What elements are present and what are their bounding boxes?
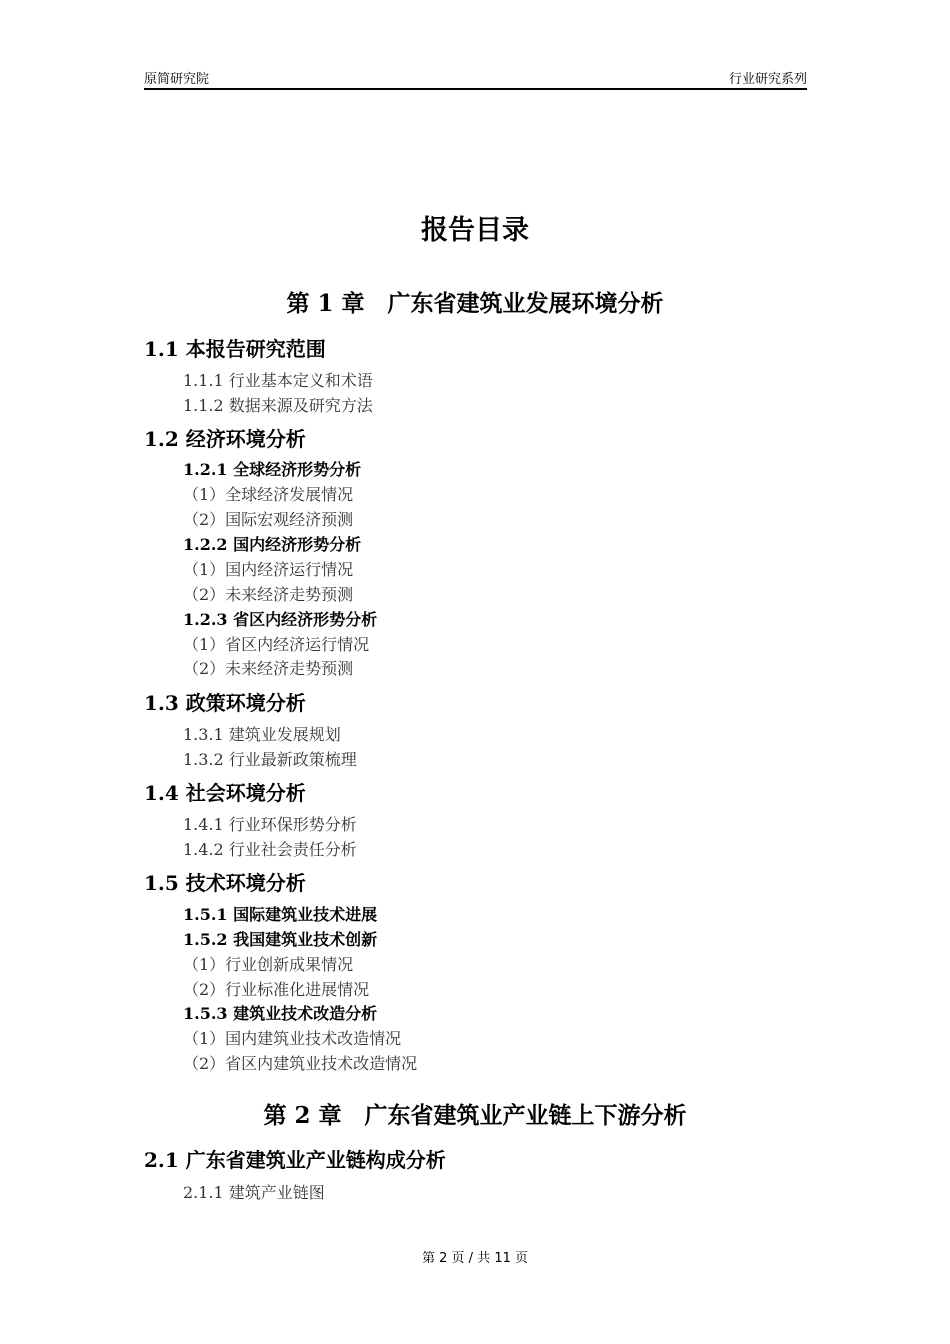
toc-item: （1）全球经济发展情况 [183,485,354,504]
chapter-1-heading: 第 1 章 广东省建筑业发展环境分析 [286,290,664,317]
toc-item: （1）国内建筑业技术改造情况 [183,1029,402,1048]
toc-subsection: 1.1.2 数据来源及研究方法 [183,396,373,415]
header-series: 行业研究系列 [728,72,807,87]
toc-subsection: 2.1.1 建筑产业链图 [183,1183,325,1202]
toc-subsection: 1.5.3 建筑业技术改造分析 [183,1004,378,1023]
toc-subsection: 1.5.2 我国建筑业技术创新 [183,930,378,949]
toc-subsection: 1.5.1 国际建筑业技术进展 [183,905,378,924]
toc-item: （2）未来经济走势预测 [183,659,354,678]
toc-subsection: 1.2.1 全球经济形势分析 [183,460,362,479]
chapter-2-heading: 第 2 章 广东省建筑业产业链上下游分析 [263,1102,687,1129]
page-title: 报告目录 [421,215,529,246]
toc-subsection: 1.2.2 国内经济形势分析 [183,535,362,554]
page-number: 第 2 页 / 共 11 页 [422,1251,528,1266]
toc-subsection: 1.4.2 行业社会责任分析 [183,840,357,859]
toc-subsection: 1.3.2 行业最新政策梳理 [183,750,357,769]
toc-item: （2）未来经济走势预测 [183,585,354,604]
toc-section: 1.4 社会环境分析 [144,781,306,805]
toc-item: （1）行业创新成果情况 [183,955,354,974]
toc-subsection: 1.1.1 行业基本定义和术语 [183,371,373,390]
toc-item: （1）国内经济运行情况 [183,560,354,579]
toc-item: （1）省区内经济运行情况 [183,635,370,654]
header-publisher: 原简研究院 [144,72,210,87]
toc-item: （2）国际宏观经济预测 [183,510,354,529]
toc-section: 2.1 广东省建筑业产业链构成分析 [144,1148,446,1172]
toc-item: （2）省区内建筑业技术改造情况 [183,1054,418,1073]
toc-section: 1.3 政策环境分析 [144,691,306,715]
toc-item: （2）行业标准化进展情况 [183,980,370,999]
page-header [144,68,807,90]
toc-subsection: 1.4.1 行业环保形势分析 [183,815,357,834]
toc-subsection: 1.3.1 建筑业发展规划 [183,725,341,744]
toc-subsection: 1.2.3 省区内经济形势分析 [183,610,378,629]
toc-section: 1.1 本报告研究范围 [144,337,326,361]
toc-section: 1.2 经济环境分析 [144,427,306,451]
toc-section: 1.5 技术环境分析 [144,871,306,895]
